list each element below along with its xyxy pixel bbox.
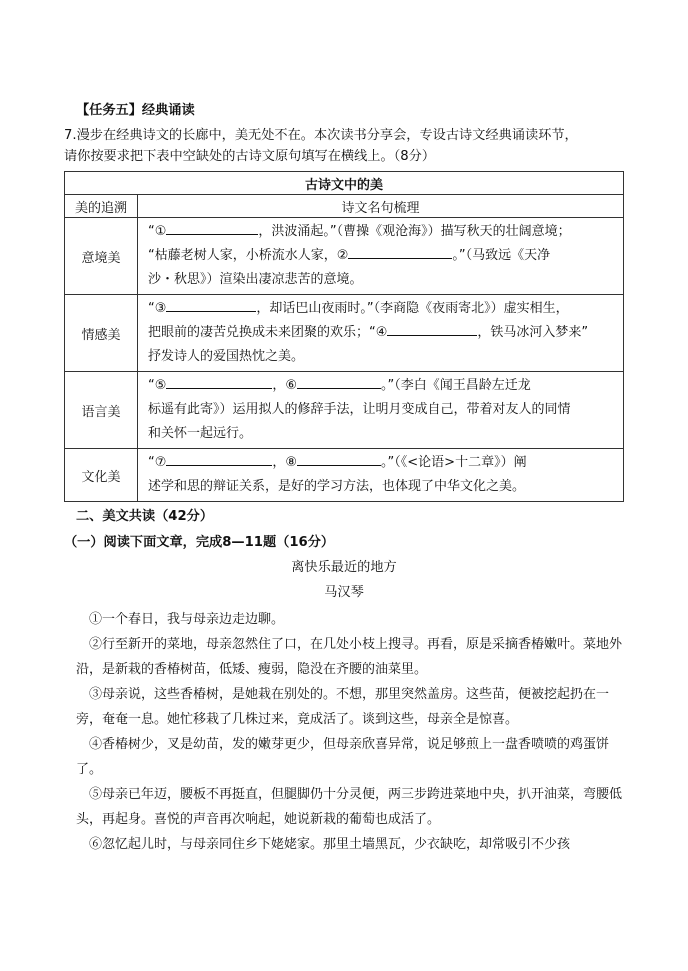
category-cell: 文化美 — [65, 449, 138, 502]
paragraph-text: ⑤母亲已年迈，腰板不再挺直，但腿脚仍十分灵便，两三步跨进菜地中央，扒开油菜，弯腰低头，再起身。喜悦的声音再次响起，她说新栽的葡萄也成活了。 — [76, 787, 623, 827]
content-cell — [138, 218, 624, 295]
category-cell: 语言美 — [65, 372, 138, 449]
column-header-category: 美的追溯 — [65, 195, 138, 218]
article-paragraph — [76, 607, 624, 632]
text-segment: ，⑥ — [272, 378, 298, 393]
text-segment: “枯藤老树人家，小桥流水人家，② — [148, 248, 349, 263]
text-segment: 述学和思的辩证关系，是好的学习方法，也体现了中华文化之美。 — [148, 479, 526, 494]
content-cell — [138, 449, 624, 502]
content-cell — [138, 372, 624, 449]
task-header: 【任务五】经典诵读 — [76, 103, 195, 118]
article-paragraph — [76, 682, 624, 732]
category-cell: 意境美 — [65, 218, 138, 295]
text-segment: 。”（马致远《天净 — [452, 248, 551, 263]
paragraph-text: ⑥忽忆起儿时，与母亲同住乡下姥姥家。那里土墙黑瓦，少衣缺吃，却常吸引不少孩 — [89, 837, 571, 852]
text-segment: 沙・秋思》）渲染出凄凉悲苦的意境。 — [148, 272, 363, 287]
text-segment: ，铁马冰河入梦来” — [477, 325, 589, 340]
question-intro-line1: 7.漫步在经典诗文的长廊中，美无处不在。本次读书分享会，专设古诗文经典诵读环节， — [64, 128, 578, 143]
section-heading: 二、美文共读（42分） — [76, 509, 214, 524]
text-segment: 。”（李白《闻王昌龄左迁龙 — [381, 378, 531, 393]
text-segment: ，⑧ — [272, 455, 298, 470]
text-segment: 标遥有此寄》）运用拟人的修辞手法，让明月变成自己，带着对友人的同情 — [148, 402, 571, 417]
table-row — [65, 218, 624, 295]
content-cell — [138, 295, 624, 372]
text-segment: 。”（《<论语>十二章》）阐 — [381, 455, 527, 470]
fill-blank-6[interactable] — [297, 374, 381, 389]
column-header-content: 诗文名句梳理 — [138, 195, 624, 218]
fill-blank-2[interactable] — [348, 244, 452, 259]
text-segment: ，洪波涌起。”（曹操《观沧海》）描写秋天的壮阔意境； — [258, 224, 571, 239]
fill-blank-1[interactable] — [166, 220, 258, 235]
table-row — [65, 449, 624, 502]
text-segment: ，却话巴山夜雨时。”（李商隐《夜雨寄北》）虚实相生， — [256, 301, 569, 316]
table-title: 古诗文中的美 — [65, 172, 624, 195]
article-author: 马汉琴 — [324, 585, 364, 600]
fill-blank-8[interactable] — [297, 451, 381, 466]
text-segment: 抒发诗人的爱国热忱之美。 — [148, 349, 305, 364]
article-title: 离快乐最近的地方 — [291, 560, 397, 575]
paragraph-text: ①一个春日，我与母亲边走边聊。 — [89, 612, 285, 627]
article-paragraph — [76, 832, 624, 857]
article-paragraph — [76, 732, 624, 782]
text-segment: 把眼前的凄苦兑换成未来团聚的欢乐；“④ — [148, 325, 388, 340]
text-segment: 和关怀一起远行。 — [148, 426, 253, 441]
article-paragraph — [76, 782, 624, 832]
table-row — [65, 372, 624, 449]
paragraph-text: ③母亲说，这些香椿树，是她栽在别处的。不想，那里突然盖房。这些苗，便被挖起扔在一旁，奄奄一息。她忙移栽了几株过来，竟成活了。谈到这些，母亲全是惊喜。 — [76, 687, 610, 727]
text-segment: “⑦ — [148, 455, 167, 470]
poetry-table — [64, 171, 624, 502]
fill-blank-7[interactable] — [166, 451, 272, 466]
fill-blank-5[interactable] — [166, 374, 272, 389]
category-cell: 情感美 — [65, 295, 138, 372]
article-paragraph — [76, 632, 624, 682]
fill-blank-4[interactable] — [387, 321, 477, 336]
text-segment: “③ — [148, 301, 167, 316]
paragraph-text: ④香椿树少，叉是幼苗，发的嫩芽更少，但母亲欣喜异常，说足够煎上一盘香喷喷的鸡蛋饼了。 — [76, 737, 610, 777]
table-row — [65, 295, 624, 372]
fill-blank-3[interactable] — [166, 297, 256, 312]
text-segment: “⑤ — [148, 378, 167, 393]
paragraph-text: ②行至新开的菜地，母亲忽然住了口，在几处小枝上搜寻。再看，原是采摘香椿嫩叶。菜地外沿，是新栽的香椿树苗，低矮、瘦弱，隐没在齐腰的油菜里。 — [76, 637, 623, 677]
sub-heading: （一）阅读下面文章，完成8—11题（16分） — [64, 535, 335, 550]
text-segment: “① — [148, 224, 167, 239]
question-intro-line2: 请你按要求把下表中空缺处的古诗文原句填写在横线上。（8分） — [64, 149, 436, 164]
